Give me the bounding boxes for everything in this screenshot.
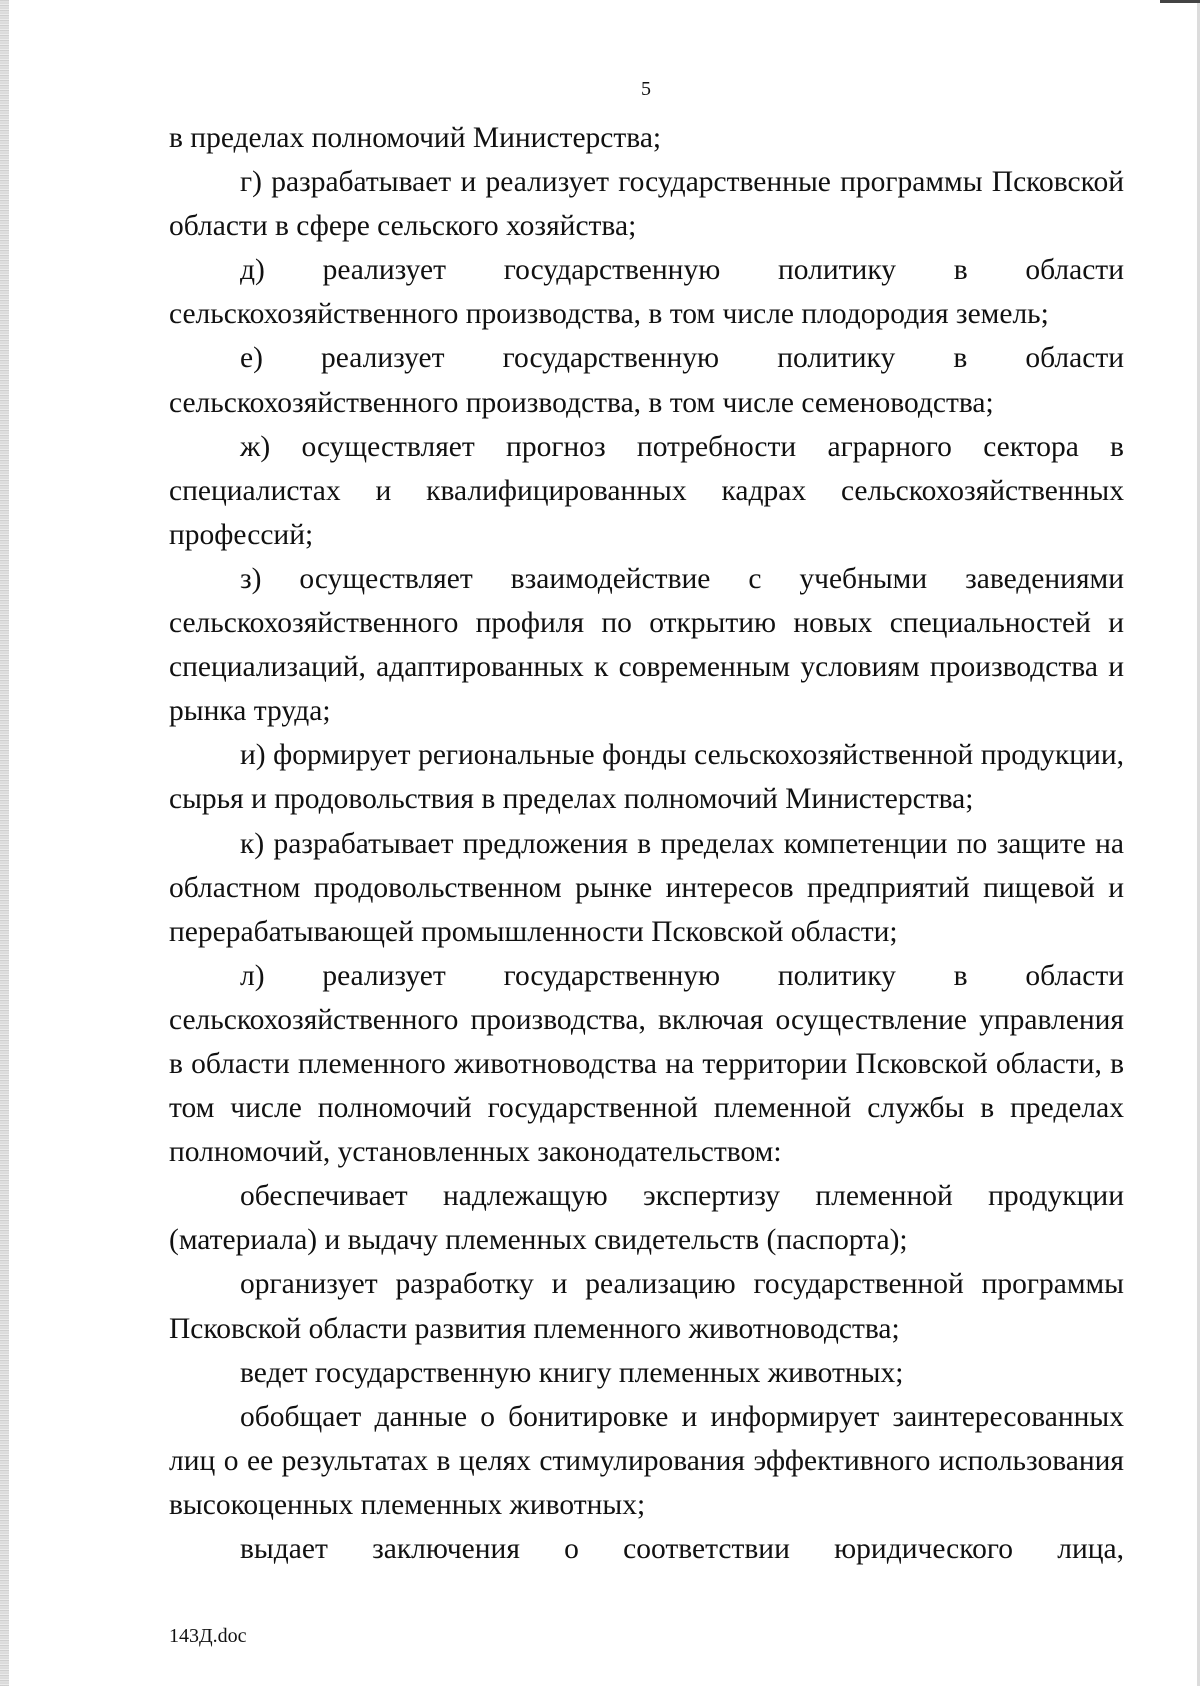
paragraph: ж) осуществляет прогноз потребности аграрного сектора в специалистах и квалифицированных кадрах сельскохозяйственных профессий; [169,430,1124,551]
page-number-container [0,77,1200,101]
page-number: 5 [641,78,651,100]
footer-filename: 143Д.doc [169,1625,247,1647]
paragraph: е) реализует государственную политику в области сельскохозяйственного производства, в том числе семеноводства; [169,342,1124,419]
paragraph: л) реализует государственную политику в области сельскохозяйственного производства, включая осуществление управления в области племенного животноводства на территории Псковской области, в том числе полномочий государственной племенной службы в пределах полномочий, установленных законодательством: [169,959,1124,1169]
scan-edge-left [0,0,9,1686]
paragraph: в пределах полномочий Министерства; [169,122,662,154]
paragraph: к) разрабатывает предложения в пределах компетенции по защите на областном продовольственном рынке интересов предприятий пищевой и перерабатывающей промышленности Псковской области; [169,827,1124,948]
paragraph: обеспечивает надлежащую экспертизу племенной продукции (материала) и выдачу племенных свидетельств (паспорта); [169,1180,1124,1257]
paragraph: выдает заключения о соответствии юридического лица, [240,1533,1124,1565]
paragraph: д) реализует государственную политику в области сельскохозяйственного производства, в том числе плодородия земель; [169,254,1124,331]
paragraph: ведет государственную книгу племенных животных; [240,1356,904,1389]
paragraph: з) осуществляет взаимодействие с учебными заведениями сельскохозяйственного профиля по открытию новых специальностей и специализаций, адаптированных к современным условиям производства и рынка труда; [169,562,1124,728]
paragraph: и) формирует региональные фонды сельскохозяйственной продукции, сырья и продовольствия в пределах полномочий Министерства; [169,739,1124,816]
paragraph: обобщает данные о бонитировке и информирует заинтересованных лиц о ее результатах в целях стимулирования эффективного использования высокоценных племенных животных; [169,1400,1124,1521]
scan-corner-mark [1160,0,1200,3]
paragraph: г) разрабатывает и реализует государственные программы Псковской области в сфере сельского хозяйства; [169,166,1124,243]
document-body [169,116,1124,1571]
paragraph: организует разработку и реализацию государственной программы Псковской области развития племенного животноводства; [169,1268,1124,1345]
